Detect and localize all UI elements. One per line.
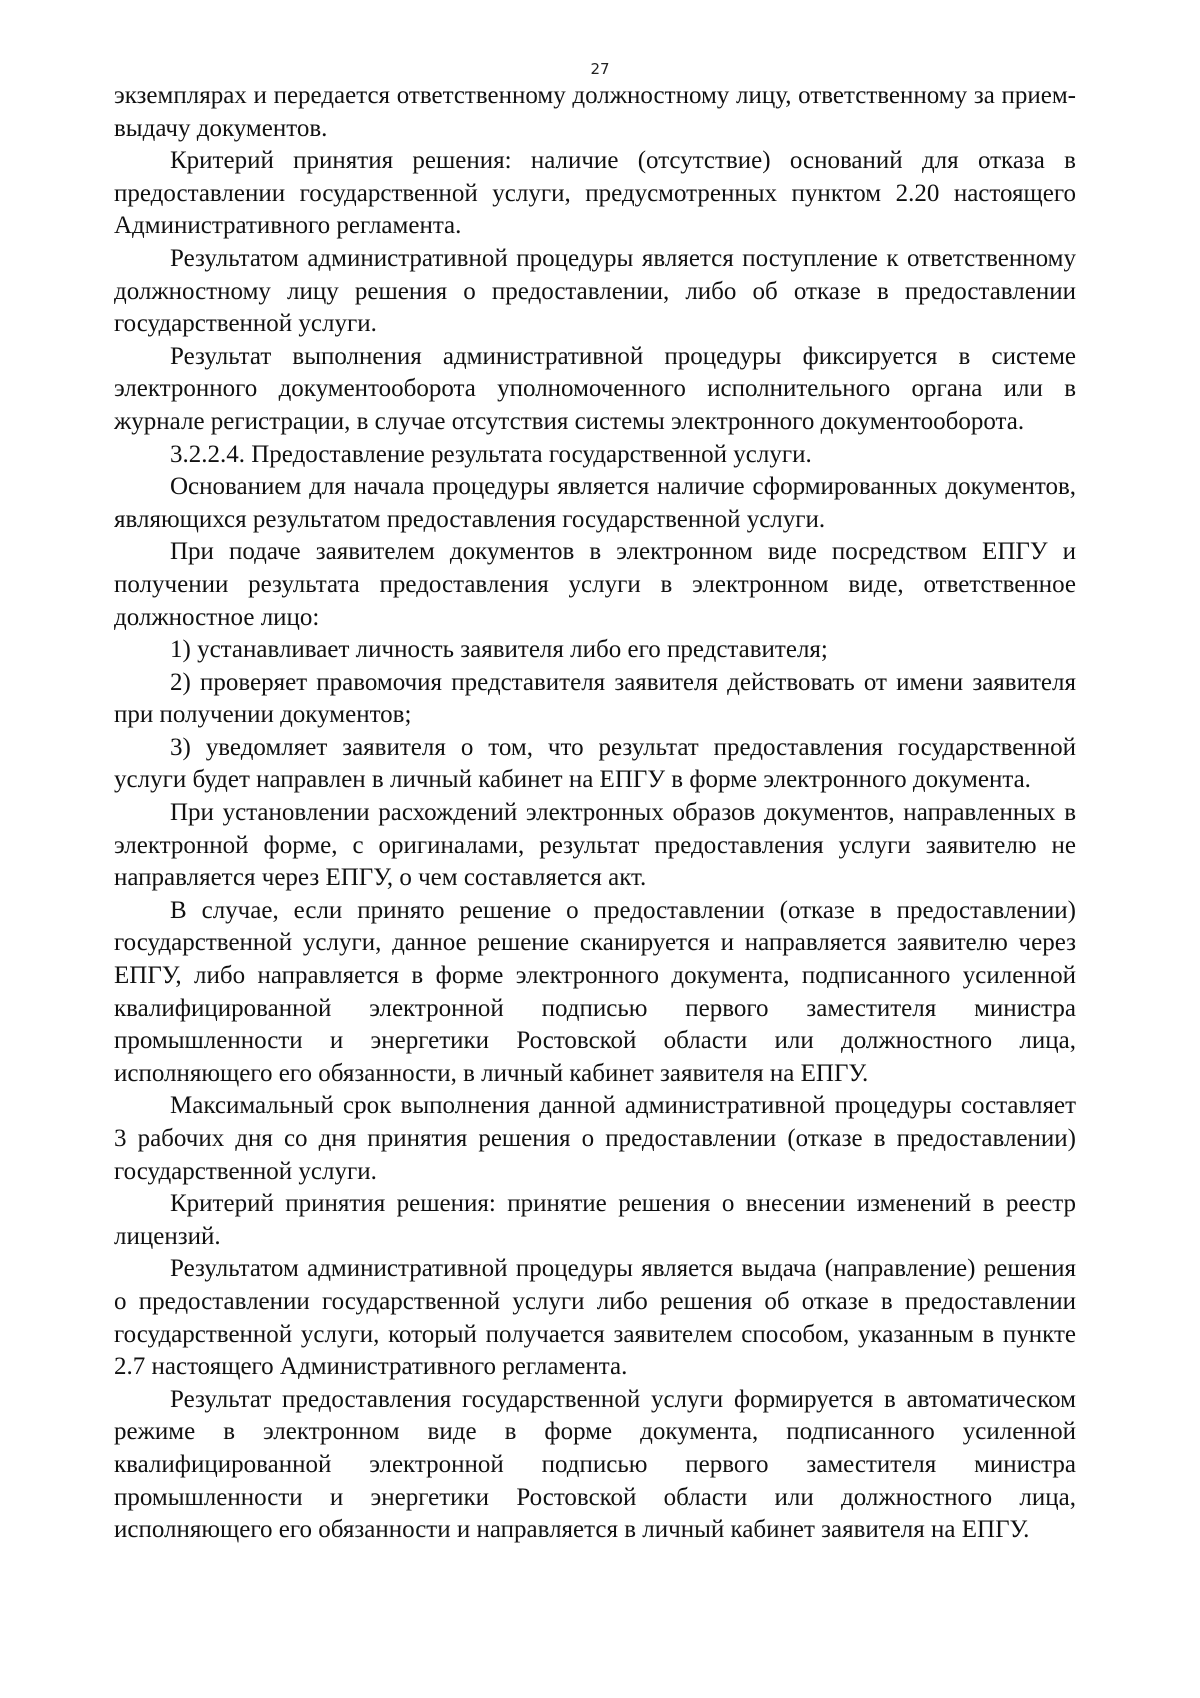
list-item: 2) проверяет правомочия представителя заявителя действовать от имени заявителя при получении документов;	[114, 668, 1076, 729]
list-item: 1) устанавливает личность заявителя либо его представителя;	[170, 636, 828, 664]
document-body	[114, 80, 1076, 1547]
paragraph: Результатом административной процедуры является поступление к ответственному должностному лицу решения о предоставлении, либо об отказе в предоставлении государственной услуги.	[114, 244, 1076, 338]
paragraph: При подаче заявителем документов в электронном виде посредством ЕПГУ и получении результата предоставления услуги в электронном виде, ответственное должностное лицо:	[114, 538, 1076, 631]
paragraph-continuation: экземплярах и передается ответственному должностному лицу, ответственному за прием-выдачу документов.	[114, 82, 1076, 142]
paragraph: Максимальный срок выполнения данной административной процедуры составляет 3 рабочих дня со дня принятия решения о предоставлении (отказе в предоставлении) государственной услуги.	[114, 1092, 1076, 1185]
paragraph: Результат предоставления государственной услуги формируется в автоматическом режиме в электронном виде в форме документа, подписанного усиленной квалифицированной электронной подписью первого заместителя министра промышленности и энергетики Ростовской области или должностного лица, исполняющего его обязанности и направляется в личный кабинет заявителя на ЕПГУ.	[114, 1385, 1076, 1544]
section-heading: 3.2.2.4. Предоставление результата государственной услуги.	[170, 440, 812, 468]
paragraph: Критерий принятия решения: наличие (отсутствие) оснований для отказа в предоставлении государственной услуги, предусмотренных пунктом 2.20 настоящего Административного регламента.	[114, 147, 1076, 240]
list-item: 3) уведомляет заявителя о том, что результат предоставления государственной услуги будет направлен в личный кабинет на ЕПГУ в форме электронного документа.	[114, 733, 1076, 794]
paragraph: Основанием для начала процедуры является наличие сформированных документов, являющихся результатом предоставления государственной услуги.	[114, 473, 1076, 533]
paragraph: В случае, если принято решение о предоставлении (отказе в предоставлении) государственной услуги, данное решение сканируется и направляется заявителю через ЕПГУ, либо направляется в форме электронного документа, подписанного усиленной квалифицированной электронной подписью первого заместителя министра промышленности и энергетики Ростовской области или должностного лица, исполняющего его обязанности, в личный кабинет заявителя на ЕПГУ.	[114, 896, 1076, 1087]
paragraph: Критерий принятия решения: принятие решения о внесении изменений в реестр лицензий.	[114, 1190, 1076, 1250]
paragraph: При установлении расхождений электронных образов документов, направленных в электронной форме, с оригиналами, результат предоставления услуги заявителю не направляется через ЕПГУ, о чем составляется акт.	[114, 799, 1076, 892]
page-number: 27	[590, 60, 610, 78]
paragraph: Результат выполнения административной процедуры фиксируется в системе электронного документооборота уполномоченного исполнительного органа или в журнале регистрации, в случае отсутствия системы электронного документооборота.	[114, 342, 1076, 435]
paragraph: Результатом административной процедуры является выдача (направление) решения о предоставлении государственной услуги либо решения об отказе в предоставлении государственной услуги, который получается заявителем способом, указанным в пункте 2.7 настоящего Административного регламента.	[114, 1255, 1076, 1381]
